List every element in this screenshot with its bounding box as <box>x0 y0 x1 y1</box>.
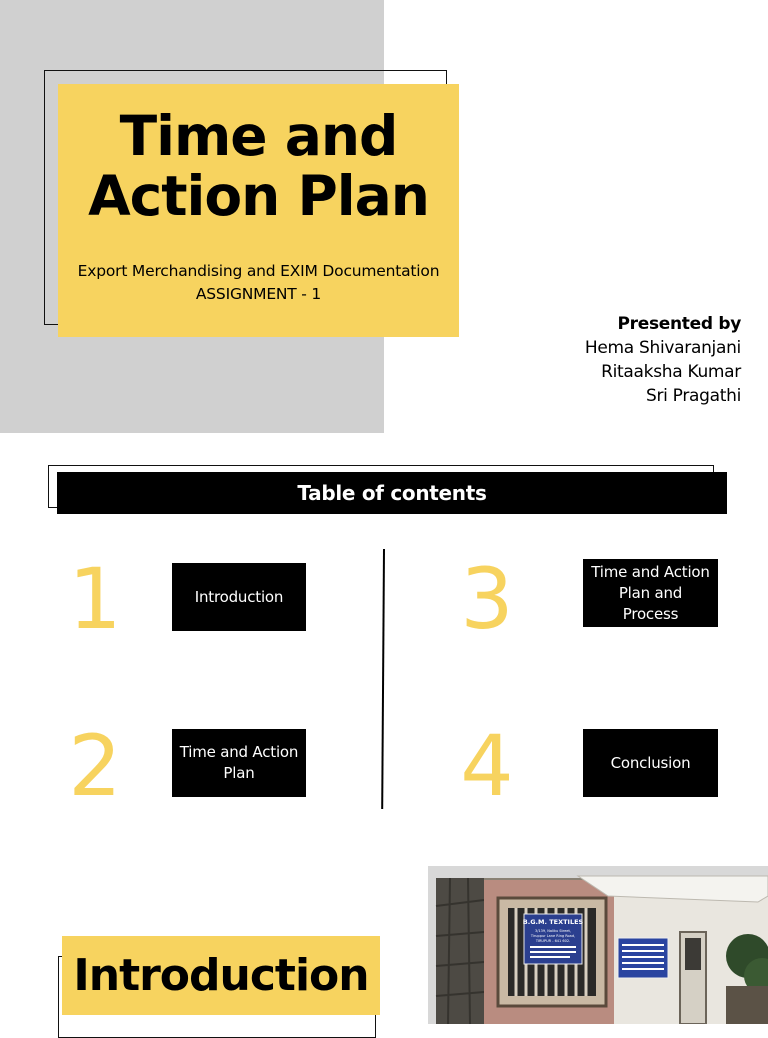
toc-number: 3 <box>460 550 514 648</box>
presenter-name: Hema Shivaranjani <box>584 338 741 358</box>
title-line-2: Action Plan <box>88 164 429 228</box>
toc-item-label-line: Time and Action <box>179 743 299 761</box>
building-photo-illustration <box>428 866 768 1024</box>
toc-item-label <box>180 742 298 784</box>
sign-address-line: TIRUPUR - 641 602. <box>535 939 571 943</box>
toc-item-conclusion[interactable] <box>583 729 718 797</box>
presentation-subtitle <box>58 260 459 306</box>
presenters-block <box>585 312 741 408</box>
toc-item-label-line: Plan <box>223 764 255 782</box>
toc-item-label-line: Process <box>622 604 679 623</box>
toc-item-label: Introduction <box>194 587 284 606</box>
toc-item-label <box>591 562 709 625</box>
toc-item-label-line: Plan and <box>618 583 683 602</box>
presented-by-label: Presented by <box>617 314 741 334</box>
presenter-name: Sri Pragathi <box>645 386 741 406</box>
sign-company-name: B.G.M. TEXTILES <box>522 918 584 926</box>
intro-heading-card <box>62 936 380 1015</box>
toc-column-divider <box>381 549 385 809</box>
toc-item-introduction[interactable] <box>172 563 306 631</box>
sign-address-line: Tiruppur Lane Ring Road, <box>530 934 576 938</box>
intro-heading: Introduction <box>73 950 369 1001</box>
subtitle-line-1: Export Merchandising and EXIM Documentation <box>77 262 440 280</box>
toc-number: 2 <box>68 717 122 815</box>
toc-number: 4 <box>460 717 514 815</box>
toc-item-label-line: Time and Action <box>591 562 710 581</box>
sign-address-line: 3/139, Naliku Street, <box>534 929 572 933</box>
toc-heading: Table of contents <box>57 472 727 514</box>
title-line-1: Time and <box>119 104 398 168</box>
title-card <box>58 84 459 337</box>
presentation-title <box>58 106 459 226</box>
toc-number: 1 <box>68 550 122 648</box>
subtitle-line-2: ASSIGNMENT - 1 <box>195 285 322 303</box>
toc-item-label: Conclusion <box>610 753 691 772</box>
presenter-name: Ritaaksha Kumar <box>601 362 741 382</box>
textile-unit-photo <box>428 866 768 1024</box>
toc-item-time-and-action-plan[interactable] <box>172 729 306 797</box>
toc-item-time-and-action-plan-process[interactable] <box>583 559 718 627</box>
